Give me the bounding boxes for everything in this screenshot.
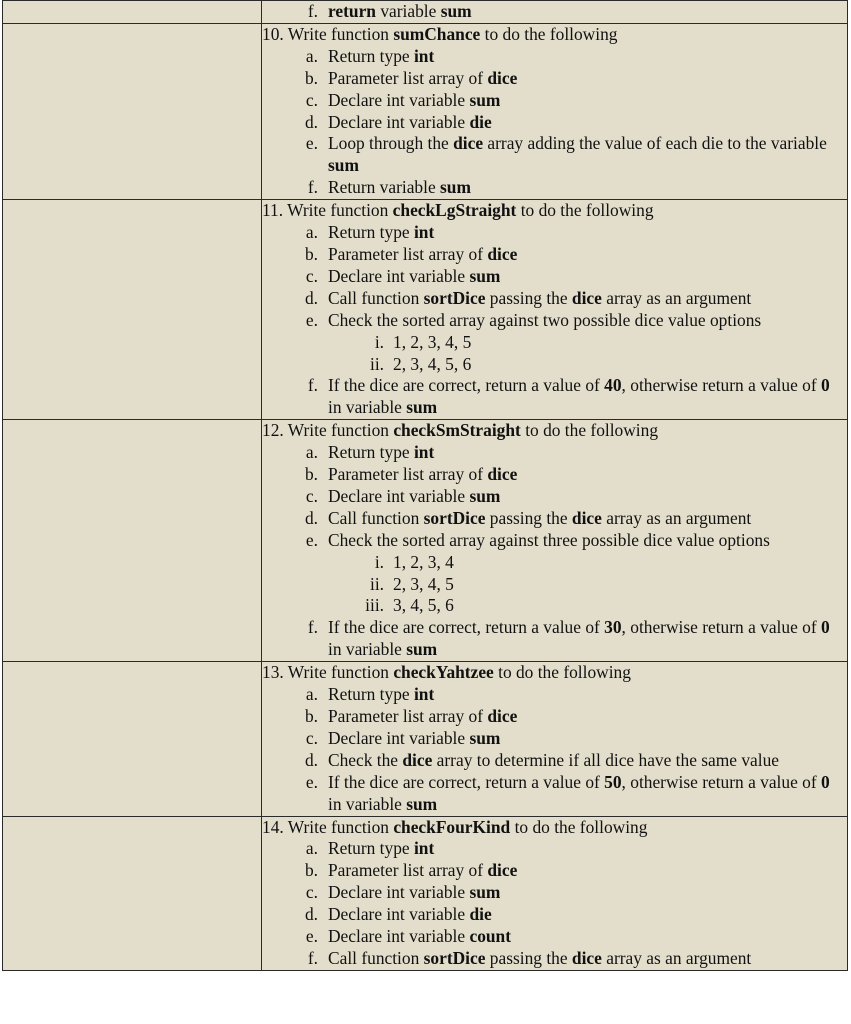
bold-term: 40 bbox=[604, 375, 622, 396]
text-run: array as an argument bbox=[601, 947, 752, 968]
text-run: Loop through the bbox=[328, 133, 454, 154]
item-text bbox=[393, 332, 471, 354]
item-marker: f. bbox=[307, 947, 318, 968]
item-marker: e. bbox=[305, 771, 318, 792]
text-run: Return type bbox=[328, 838, 414, 859]
instruction-cell bbox=[262, 23, 848, 199]
item-marker: f. bbox=[307, 177, 318, 198]
list-item bbox=[262, 904, 847, 926]
item-marker: a. bbox=[305, 684, 318, 705]
table-row bbox=[3, 816, 848, 970]
item-text bbox=[328, 684, 434, 706]
empty-left-cell bbox=[3, 662, 262, 816]
item-marker: f. bbox=[307, 375, 318, 396]
list-item bbox=[262, 244, 847, 266]
list-item bbox=[262, 133, 847, 177]
item-text bbox=[328, 1, 472, 23]
bold-term: 50 bbox=[604, 771, 622, 792]
list-item bbox=[262, 728, 847, 750]
list-item bbox=[262, 750, 847, 772]
item-marker: b. bbox=[304, 706, 318, 726]
item-marker: b. bbox=[304, 243, 318, 264]
item-marker: i. bbox=[374, 331, 384, 352]
bold-term: die bbox=[469, 111, 492, 132]
item-marker: c. bbox=[305, 265, 318, 286]
bold-term: 0 bbox=[820, 617, 830, 638]
text-run: Declare int variable bbox=[328, 89, 470, 110]
text-run: Declare int variable bbox=[328, 111, 470, 132]
text-run: , otherwise return a value of bbox=[621, 771, 821, 792]
list-item bbox=[262, 68, 847, 90]
list-item bbox=[262, 375, 847, 419]
text-run: Check the bbox=[328, 749, 403, 770]
item-text bbox=[328, 926, 511, 948]
item-text bbox=[328, 728, 500, 750]
text-run: Return type bbox=[328, 222, 414, 243]
item-marker: ii. bbox=[369, 573, 384, 594]
list-item bbox=[262, 530, 847, 552]
table-row bbox=[3, 420, 848, 662]
list-item bbox=[262, 222, 847, 244]
list-item bbox=[262, 706, 847, 728]
step-heading bbox=[262, 420, 847, 442]
bold-term: dice bbox=[487, 860, 518, 881]
text-run: passing the bbox=[485, 287, 572, 308]
text-run: 11. Write function bbox=[262, 200, 393, 221]
list-item bbox=[262, 112, 847, 134]
bold-term: checkLgStraight bbox=[392, 200, 517, 221]
step-heading bbox=[262, 24, 847, 46]
sub-list-item bbox=[262, 595, 847, 617]
text-run: 2, 3, 4, 5, 6 bbox=[393, 353, 472, 374]
step-heading bbox=[262, 817, 847, 839]
item-text bbox=[328, 750, 779, 772]
empty-left-cell bbox=[3, 23, 262, 199]
instruction-cell bbox=[262, 816, 848, 970]
text-run: 3, 4, 5, 6 bbox=[393, 595, 454, 616]
bold-term: sum bbox=[469, 265, 501, 286]
item-text bbox=[328, 486, 500, 508]
list-item bbox=[262, 508, 847, 530]
empty-left-cell bbox=[3, 816, 262, 970]
item-text bbox=[393, 595, 454, 617]
instruction-cell bbox=[262, 200, 848, 420]
bold-term: dice bbox=[571, 507, 602, 528]
item-text bbox=[393, 354, 471, 376]
text-run: If the dice are correct, return a value of bbox=[328, 771, 605, 792]
item-text bbox=[328, 68, 517, 90]
item-text bbox=[328, 772, 847, 816]
list-item bbox=[262, 684, 847, 706]
step-heading bbox=[262, 200, 847, 222]
item-text bbox=[328, 530, 770, 552]
text-run: , otherwise return a value of bbox=[621, 617, 821, 638]
instruction-cell bbox=[262, 1, 848, 24]
item-text bbox=[328, 288, 751, 310]
text-run: Parameter list array of bbox=[328, 67, 488, 88]
bold-term: dice bbox=[487, 243, 518, 264]
bold-term: sortDice bbox=[423, 507, 486, 528]
text-run: Return type bbox=[328, 442, 414, 463]
instruction-cell bbox=[262, 662, 848, 816]
bold-term: 30 bbox=[604, 617, 622, 638]
item-marker: a. bbox=[305, 45, 318, 66]
step-heading bbox=[262, 662, 847, 684]
bold-term: dice bbox=[571, 287, 602, 308]
item-text bbox=[328, 133, 847, 177]
item-text bbox=[328, 838, 434, 860]
bold-term: int bbox=[413, 442, 435, 463]
item-text bbox=[328, 948, 751, 970]
item-text bbox=[328, 222, 434, 244]
list-item bbox=[262, 948, 847, 970]
text-run: Declare int variable bbox=[328, 727, 470, 748]
sub-list-item bbox=[262, 574, 847, 596]
bold-term: dice bbox=[571, 947, 602, 968]
text-run: 2, 3, 4, 5 bbox=[393, 573, 454, 594]
empty-left-cell bbox=[3, 420, 262, 662]
table-row bbox=[3, 662, 848, 816]
bold-term: sum bbox=[469, 89, 501, 110]
text-run: 1, 2, 3, 4, 5 bbox=[393, 331, 472, 352]
bold-term: checkSmStraight bbox=[393, 420, 521, 441]
item-text bbox=[328, 442, 434, 464]
bold-term: checkFourKind bbox=[393, 816, 511, 837]
text-run: to do the following bbox=[510, 816, 648, 837]
text-run: Parameter list array of bbox=[328, 243, 488, 264]
text-run: 14. Write function bbox=[262, 816, 394, 837]
item-text bbox=[328, 375, 847, 419]
bold-term: sum bbox=[406, 639, 438, 660]
text-run: Call function bbox=[328, 287, 424, 308]
bold-term: dice bbox=[487, 67, 518, 88]
bold-term: dice bbox=[487, 464, 518, 485]
bold-term: 0 bbox=[820, 771, 830, 792]
item-marker: d. bbox=[304, 287, 318, 308]
item-marker: a. bbox=[305, 222, 318, 243]
item-marker: d. bbox=[304, 904, 318, 925]
bold-term: sumChance bbox=[393, 23, 481, 44]
text-run: Call function bbox=[328, 507, 424, 528]
text-run: Check the sorted array against three possible dice value options bbox=[328, 529, 770, 550]
item-marker: ii. bbox=[369, 353, 384, 374]
empty-left-cell bbox=[3, 200, 262, 420]
sub-list-item bbox=[262, 552, 847, 574]
item-marker: f. bbox=[307, 1, 318, 21]
text-run: Call function bbox=[328, 947, 424, 968]
item-text bbox=[328, 90, 500, 112]
bold-term: dice bbox=[402, 749, 433, 770]
list-item bbox=[262, 617, 847, 661]
item-marker: c. bbox=[305, 727, 318, 748]
list-item bbox=[262, 772, 847, 816]
bold-term: sum bbox=[469, 882, 501, 903]
text-run: Return type bbox=[328, 45, 414, 66]
list-item bbox=[262, 288, 847, 310]
list-item bbox=[262, 926, 847, 948]
list-item bbox=[262, 882, 847, 904]
text-run: Parameter list array of bbox=[328, 860, 488, 881]
item-text bbox=[328, 266, 500, 288]
bold-term: sortDice bbox=[423, 947, 486, 968]
bold-term: sum bbox=[469, 727, 501, 748]
item-marker: c. bbox=[305, 89, 318, 110]
item-marker: f. bbox=[307, 617, 318, 638]
bold-term: sum bbox=[406, 793, 438, 814]
item-marker: c. bbox=[305, 882, 318, 903]
table-row bbox=[3, 1, 848, 24]
bold-term: sum bbox=[469, 485, 501, 506]
text-run: Declare int variable bbox=[328, 904, 470, 925]
item-marker: b. bbox=[304, 464, 318, 485]
text-run: If the dice are correct, return a value of bbox=[328, 375, 605, 396]
text-run: Parameter list array of bbox=[328, 464, 488, 485]
text-run: array adding the value of each die to the variable bbox=[483, 133, 827, 154]
item-text bbox=[328, 904, 492, 926]
list-item bbox=[262, 838, 847, 860]
bold-term: sum bbox=[440, 1, 472, 21]
text-run: to do the following bbox=[480, 23, 618, 44]
item-marker: b. bbox=[304, 860, 318, 881]
bold-term: checkYahtzee bbox=[393, 662, 494, 683]
bold-term: sum bbox=[406, 397, 438, 418]
text-run: Declare int variable bbox=[328, 882, 470, 903]
table-row bbox=[3, 200, 848, 420]
text-run: Check the sorted array against two possible dice value options bbox=[328, 309, 762, 330]
bold-term: int bbox=[413, 222, 435, 243]
sub-list-item bbox=[262, 354, 847, 376]
text-run: in variable bbox=[328, 639, 407, 660]
list-item bbox=[262, 486, 847, 508]
list-item bbox=[262, 860, 847, 882]
list-item bbox=[262, 266, 847, 288]
text-run: Return variable bbox=[328, 177, 441, 198]
text-run: 10. Write function bbox=[262, 23, 394, 44]
item-marker: iii. bbox=[365, 595, 384, 616]
table-row bbox=[3, 23, 848, 199]
bold-term: int bbox=[413, 838, 435, 859]
text-run: If the dice are correct, return a value of bbox=[328, 617, 605, 638]
item-text bbox=[328, 244, 517, 266]
text-run: , otherwise return a value of bbox=[621, 375, 821, 396]
item-marker: e. bbox=[305, 926, 318, 947]
item-marker: c. bbox=[305, 485, 318, 506]
item-marker: d. bbox=[304, 749, 318, 770]
item-text bbox=[328, 860, 517, 882]
bold-term: dice bbox=[487, 706, 518, 726]
text-run: array to determine if all dice have the same value bbox=[432, 749, 780, 770]
bold-term: die bbox=[469, 904, 492, 925]
item-marker: d. bbox=[304, 111, 318, 132]
text-run: 12. Write function bbox=[262, 420, 394, 441]
text-run: to do the following bbox=[520, 420, 659, 441]
text-run: in variable bbox=[328, 793, 407, 814]
item-marker: e. bbox=[305, 309, 318, 330]
bold-term: count bbox=[469, 926, 512, 947]
list-item bbox=[262, 1, 847, 23]
item-marker: e. bbox=[305, 133, 318, 154]
text-run: Declare int variable bbox=[328, 265, 470, 286]
instructions-table-body bbox=[3, 1, 848, 971]
instruction-cell bbox=[262, 420, 848, 662]
empty-left-cell bbox=[3, 1, 262, 24]
item-text bbox=[328, 617, 847, 661]
item-text bbox=[328, 508, 751, 530]
item-text bbox=[328, 882, 500, 904]
instructions-table bbox=[2, 0, 848, 971]
text-run: Declare int variable bbox=[328, 926, 470, 947]
item-marker: i. bbox=[374, 551, 384, 572]
item-text bbox=[328, 46, 434, 68]
bold-term: sum bbox=[440, 177, 471, 198]
text-run: Parameter list array of bbox=[328, 706, 488, 726]
list-item bbox=[262, 442, 847, 464]
bold-term: int bbox=[413, 45, 435, 66]
item-text bbox=[328, 310, 761, 332]
bold-term: 0 bbox=[820, 375, 830, 396]
text-run: 1, 2, 3, 4 bbox=[393, 551, 454, 572]
bold-term: return bbox=[328, 1, 376, 21]
text-run: to do the following bbox=[493, 662, 631, 683]
list-item bbox=[262, 90, 847, 112]
item-text bbox=[328, 177, 471, 199]
item-marker: e. bbox=[305, 529, 318, 550]
bold-term: sum bbox=[328, 155, 359, 176]
item-marker: a. bbox=[305, 442, 318, 463]
text-run: variable bbox=[375, 1, 441, 21]
bold-term: int bbox=[413, 684, 435, 705]
list-item bbox=[262, 310, 847, 332]
bold-term: dice bbox=[453, 133, 484, 154]
item-text bbox=[328, 464, 517, 486]
list-item bbox=[262, 464, 847, 486]
text-run: passing the bbox=[485, 947, 572, 968]
text-run: array as an argument bbox=[601, 507, 752, 528]
text-run: in variable bbox=[328, 397, 407, 418]
list-item bbox=[262, 46, 847, 68]
text-run: passing the bbox=[485, 507, 572, 528]
item-text bbox=[328, 706, 517, 728]
text-run: Return type bbox=[328, 684, 414, 705]
item-marker: d. bbox=[304, 507, 318, 528]
item-text bbox=[393, 552, 454, 574]
text-run: to do the following bbox=[516, 200, 654, 221]
item-text bbox=[328, 112, 492, 134]
text-run: Declare int variable bbox=[328, 485, 470, 506]
item-marker: b. bbox=[304, 67, 318, 88]
sub-list-item bbox=[262, 332, 847, 354]
bold-term: sortDice bbox=[423, 287, 486, 308]
item-marker: a. bbox=[305, 838, 318, 859]
text-run: 13. Write function bbox=[262, 662, 394, 683]
item-text bbox=[393, 574, 454, 596]
list-item bbox=[262, 177, 847, 199]
text-run: array as an argument bbox=[601, 287, 752, 308]
